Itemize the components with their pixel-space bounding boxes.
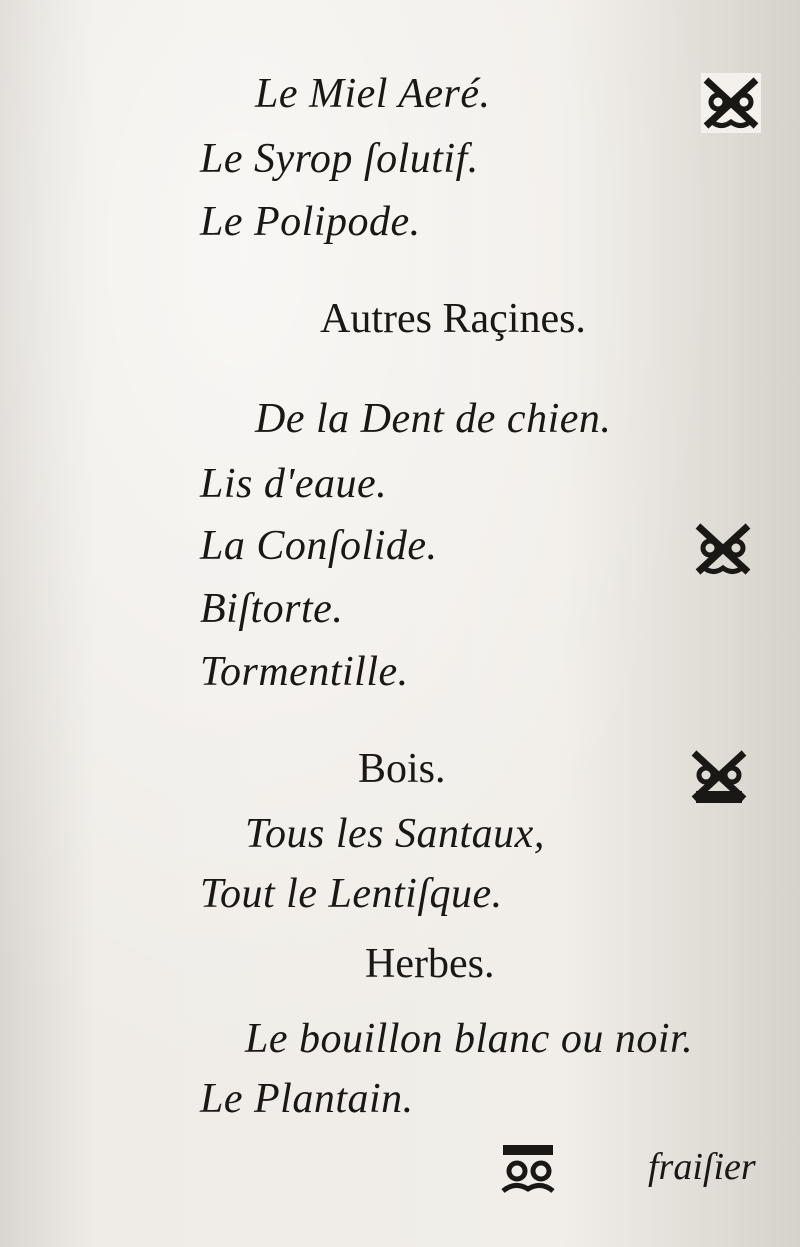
heading-herbes: Herbes. [365,941,495,987]
entry-syrop-solutif: Le Syrop ſolutif. [200,136,479,182]
entry-tormentille: Tormentille. [200,649,409,695]
heading-autres-racines: Autres Raçines. [320,296,586,342]
entry-bistorte: Biſtorte. [200,586,344,632]
entry-lentisque: Tout le Lentiſque. [200,871,503,917]
entry-miel-aere: Le Miel Aeré. [255,71,491,117]
entry-santaux: Tous les Santaux, [245,811,545,857]
entry-lis-deaue: Lis d'eaue. [200,461,388,507]
entry-consolide: La Conſolide. [200,523,438,569]
entry-plantain: Le Plantain. [200,1076,414,1122]
fleuron-ornament [688,745,750,807]
fleuron-ornament [497,1135,559,1197]
entry-polipode: Le Polipode. [200,199,421,245]
heading-bois: Bois. [358,746,446,792]
fleuron-ornament [700,72,762,134]
fleuron-ornament [692,518,754,580]
entry-dent-de-chien: De la Dent de chien. [255,396,612,442]
catchword: fraiſier [648,1146,756,1188]
entry-bouillon-blanc: Le bouillon blanc ou noir. [245,1016,694,1062]
